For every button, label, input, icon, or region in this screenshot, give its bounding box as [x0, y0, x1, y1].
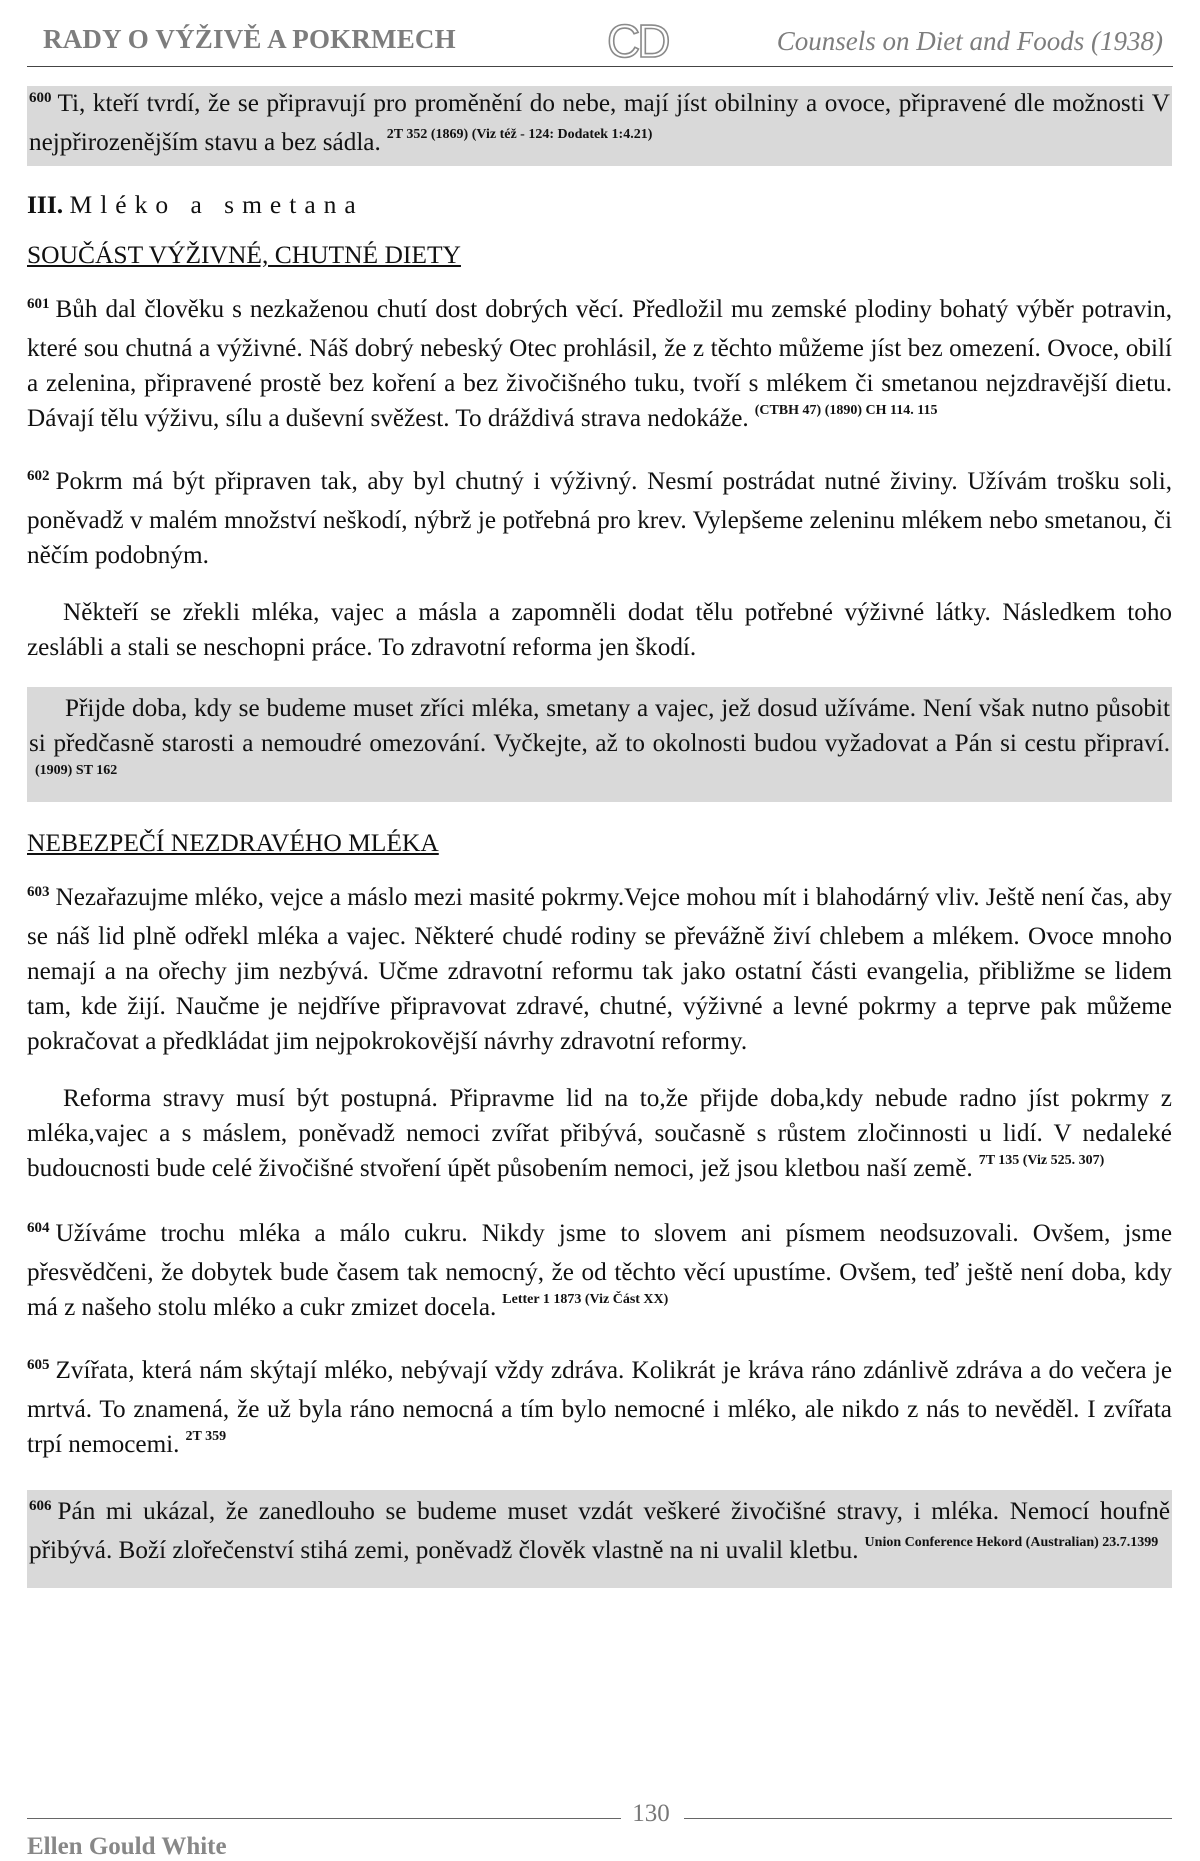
- footer-author: Ellen Gould White: [27, 1833, 227, 1860]
- source-reference: 7T 135 (Viz 525. 307): [978, 1153, 1105, 1168]
- running-header: [27, 14, 1173, 67]
- paragraph-601: [27, 292, 1172, 440]
- source-reference: 2T 359: [185, 1429, 227, 1444]
- paragraph-number: 602: [27, 468, 50, 484]
- source-reference: Union Conference Hekord (Australian) 23.7.1399: [864, 1535, 1159, 1550]
- paragraph-text: Užíváme trochu mléka a málo cukru. Nikdy jsme to slovem ani písmem neodsuzovali. Ovšem, jsme přesvědčeni, že dobytek bude časem tak nemocný, že od těchto věcí upustíme. Ovšem, teď ještě není doba, kdy má z našeho stolu mléko a cukr zmizet docela.: [27, 1220, 1172, 1321]
- paragraph-number: 603: [27, 884, 50, 900]
- section-title: Mléko a smetana: [69, 190, 364, 219]
- paragraph-605: [27, 1353, 1172, 1466]
- paragraph-604: [27, 1216, 1172, 1329]
- paragraph-606: [27, 1490, 1172, 1588]
- paragraph-number: 605: [27, 1357, 50, 1373]
- source-reference: 2T 352 (1869) (Viz též - 124: Dodatek 1:4.21): [386, 127, 653, 142]
- paragraph-text-continued: Někteří se zřekli mléka, vajec a másla a zapomněli dodat tělu potřebné výživné látky. Následkem toho zeslábli a stali se neschopni práce. To zdravotní reforma jen škodí.: [27, 599, 1172, 661]
- paragraph-text: Pokrm má být připraven tak, aby byl chutný i výživný. Nesmí postrádat nutné živiny. Užívám trošku soli, poněvadž v malém množství neškodí, nýbrž je potřebná pro krev. Vylepšeme zeleninu mlékem nebo smetanou, či něčím podobným.: [27, 468, 1172, 569]
- page-body: [27, 86, 1172, 1588]
- header-title-english: Counsels on Diet and Foods (1938): [776, 26, 1163, 56]
- paragraph-text: Bůh dal člověku s nezkaženou chutí dost dobrých věcí. Předložil mu zemské plodiny bohatý výběr potravin, které sou chutná a výživné. Náš dobrý nebeský Otec prohlásil, že z těchto můžeme jíst bez omezení. Ovoce, obilí a zelenina, připravené prostě bez koření a bez živočišného tuku, tvoří s mlékem či smetanou nejzdravější dietu. Dávají tělu výživu, sílu a duševní svěžest. To dráždivá strava nedokáže.: [27, 296, 1172, 432]
- footer-rule-left: [27, 1818, 621, 1819]
- paragraph-number: 604: [27, 1220, 50, 1236]
- footer-rule-right: [684, 1818, 1172, 1819]
- paragraph-text: Ti, kteří tvrdí, že se připravují pro proměnění do nebe, mají jíst obilniny a ovoce, připravené dle možnosti V nejpřirozenějším stavu a bez sádla.: [29, 90, 1170, 156]
- paragraph-text: Pán mi ukázal, že zanedlouho se budeme muset vzdát veškeré živočišné stravy, i mléka. Nemocí houfně přibývá. Boží zlořečenství stihá zemi, poněvadž člověk vlastně na ni uvalil kletbu.: [29, 1498, 1170, 1564]
- paragraph-600: [27, 86, 1172, 166]
- section-heading: [27, 190, 1172, 220]
- paragraph-text: Přijde doba, kdy se budeme muset zříci mléka, smetany a vajec, jež dosud užíváme. Není však nutno působit si předčasně starosti a nemoudré omezování. Vyčkejte, až to okolnosti budou vyžadovat a Pán si cestu připraví.: [29, 695, 1170, 757]
- header-cd-logo: CD: [607, 15, 668, 67]
- paragraph-text: Zvířata, která nám skýtají mléko, nebývají vždy zdráva. Kolikrát je kráva ráno zdánlivě zdráva a do večera je mrtvá. To znamená, že už byla ráno nemocná a tím bylo nemocné i mléko, ale nikdo z nás to nevěděl. I zvířata trpí nemocemi.: [27, 1357, 1172, 1458]
- paragraph-603: [27, 880, 1172, 1190]
- paragraph-number: 601: [27, 296, 50, 312]
- paragraph-text: Nezařazujme mléko, vejce a máslo mezi masité pokrmy.Vejce mohou mít i blahodárný vliv. Ještě není čas, aby se náš lid plně odřekl mléka a vajec. Některé chudé rodiny se převážně živí chlebem a mlékem. Ovoce mnoho nemají a na ořechy jim nezbývá. Učme zdravotní reformu tak jako ostatní části evangelia, přibližme se lidem tam, kde žijí. Naučme je nejdříve připravovat zdravé, chutné, výživné a levné pokrmy a teprve pak můžeme pokračovat a předkládat jim nejpokrokovější návrhy zdravotní reformy.: [27, 884, 1172, 1055]
- paragraph-text-continued: Reforma stravy musí být postupná. Připravme lid na to,že přijde doba,kdy nebude radno jíst pokrmy z mléka,vajec a s máslem, poněvadž nemoci zvířat přibývá, současně s růstem zločinnosti u lidí. V nedaleké budoucnosti bude celé živočišné stvoření úpět působením nemoci, jež jsou kletbou naší země.: [27, 1085, 1172, 1182]
- section-roman-numeral: III.: [27, 190, 64, 219]
- source-reference: Letter 1 1873 (Viz Část XX): [502, 1292, 669, 1307]
- paragraph-number: 606: [29, 1498, 52, 1514]
- page-number: 130: [632, 1800, 670, 1827]
- paragraph-602-highlight: [27, 687, 1172, 802]
- paragraph-602: [27, 464, 1172, 665]
- paragraph-number: 600: [29, 90, 52, 106]
- source-reference: (1909) ST 162: [35, 763, 118, 778]
- source-reference: (CTBH 47) (1890) CH 114. 115: [754, 403, 938, 418]
- header-title-czech: RADY O VÝŽIVĚ A POKRMECH: [43, 24, 456, 54]
- subheading-part-of-diet: SOUČÁST VÝŽIVNÉ, CHUTNÉ DIETY: [27, 240, 461, 269]
- subheading-unhealthy-milk: NEBEZPEČÍ NEZDRAVÉHO MLÉKA: [27, 828, 439, 857]
